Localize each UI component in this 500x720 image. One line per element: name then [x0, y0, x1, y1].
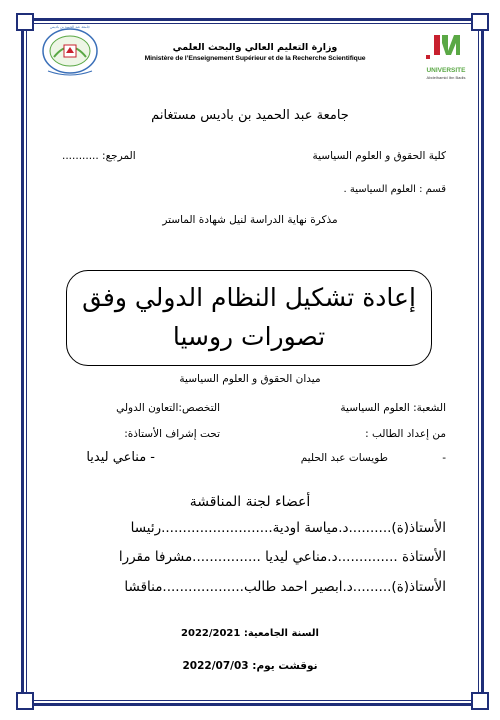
university-um-logo	[420, 29, 472, 87]
university-name: جامعة عبد الحميد بن باديس مستغانم	[151, 108, 349, 123]
thesis-title-box	[66, 270, 432, 366]
right-logo-sub: Abdelhamid Ibn Badis	[426, 75, 466, 80]
committee-heading: أعضاء لجنة المناقشة	[189, 494, 311, 510]
supervisor-name: - مناعي ليديا	[86, 450, 155, 465]
ministry-french: Ministère de l’Enseignement Supérieur et de la Recherche Scientifique	[144, 55, 366, 62]
supervisor-label: تحت إشراف الأستاذة:	[124, 428, 220, 440]
ministry-arabic: وزارة التعليم العالي والبحث العلمي	[172, 42, 338, 53]
academic-year: السنة الجامعية: 2022/2021	[181, 628, 319, 639]
committee-member-examiner: الأستاذ(ة).........د.ابصير احمد طالب...................مناقشا	[124, 579, 446, 595]
student-label: من إعداد الطالب :	[365, 428, 446, 440]
seal-caption: جامعة عبد الحميد بن باديس	[50, 25, 90, 29]
border-corner-top-left	[16, 13, 34, 31]
thesis-title-line-2: تصورات روسيا	[172, 322, 326, 351]
student-dash: -	[442, 452, 446, 464]
specialty-label: التخصص:التعاون الدولي	[116, 402, 220, 414]
reference-number: المرجع: ...........	[62, 150, 136, 162]
committee-member-president: الأستاذ(ة)..........د.مياسة اودية..........................رئيسا	[130, 520, 446, 536]
university-seal-logo	[40, 27, 100, 79]
border-corner-bottom-right	[471, 692, 489, 710]
faculty-name: كلية الحقوق و العلوم السياسية	[312, 150, 446, 162]
committee-member-supervisor: الأستاذة ..............د.مناعي ليديا ................مشرفا مقررا	[118, 549, 446, 565]
defense-date: نوقشت يوم: 2022/07/03	[182, 660, 318, 672]
student-name: طويسات عبد الحليم	[300, 452, 388, 464]
right-logo-name: UNIVERSITE	[426, 67, 466, 74]
memoir-description: مذكرة نهاية الدراسة لنيل شهادة الماستر	[162, 214, 338, 226]
branch-label: الشعبة: العلوم السياسية	[340, 402, 446, 414]
border-corner-bottom-left	[16, 692, 34, 710]
department-name: قسم : العلوم السياسية .	[343, 184, 446, 195]
field-of-study: ميدان الحقوق و العلوم السياسية	[179, 373, 321, 385]
border-corner-top-right	[471, 13, 489, 31]
thesis-title-line-1: إعادة تشكيل النظام الدولي وفق	[82, 283, 416, 312]
